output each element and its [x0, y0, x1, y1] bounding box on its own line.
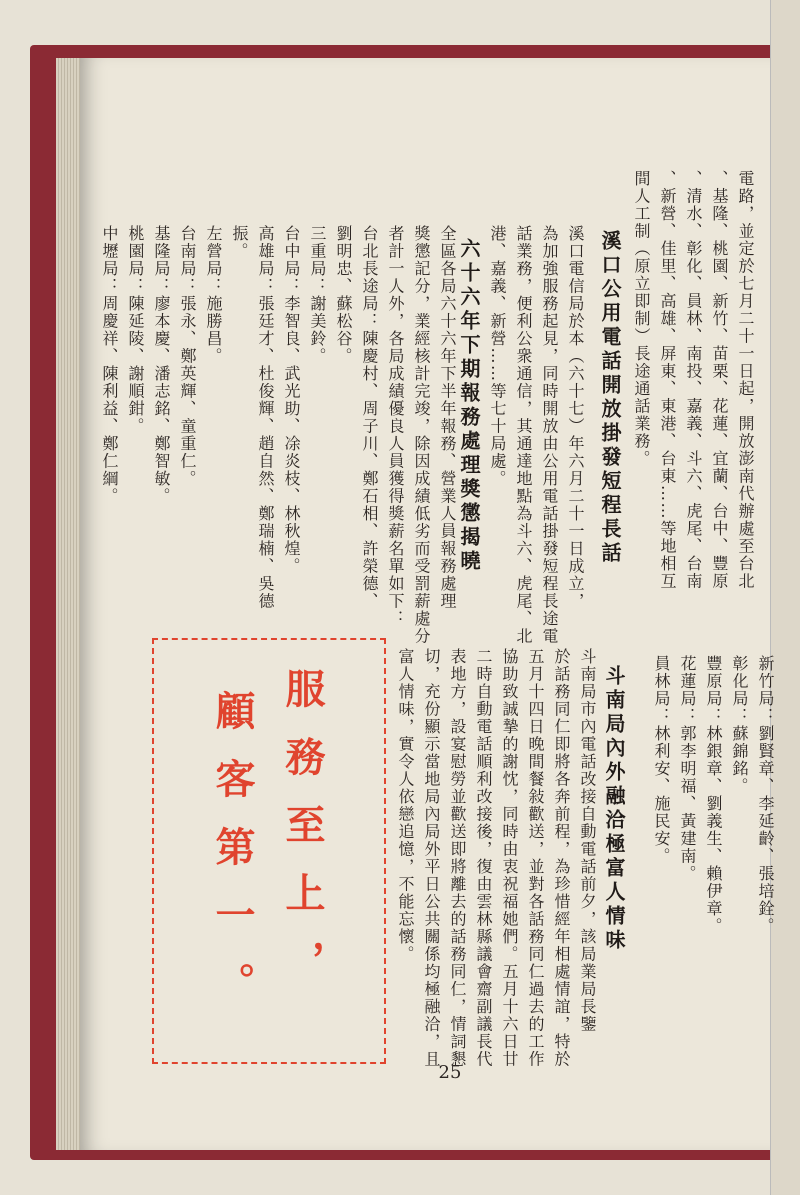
- headline-dounan-bureau: 斗南局內外融洽極富人情味: [602, 665, 626, 953]
- headline-xikou-public-phone: 溪口公用電話開放掛發短程長話: [598, 230, 622, 566]
- facing-page-edge: [770, 0, 800, 1195]
- award-list-continued: 新竹局：劉賢章、李延齡、張培銓。 彰化局：蘇錦銘。 豐原局：林銀章、劉義生、賴伊章。 花蓮局：郭李明福、黃建南。 員林局：林利安、施民安。: [652, 655, 775, 935]
- article-telephone-service-text: 電路，並定於七月二十一日起，開放澎南代辦處至台北 、基隆、桃園、新竹、苗栗、花蓮、宜蘭、台中、豐原 、清水、彰化、員林、南投、嘉義、斗六、虎尾、台南 、新營、佳里、高雄、屏東、東港、台東……等地相互 間人工制（原立即制）長途通話業務。: [632, 170, 755, 590]
- article-award-text: 全區各局六十六年下半年報務、營業人員報務處理 獎懲記分，業經核計完竣，除因成績低劣而受罰薪處分 者計一人外，各局成績優良人員獲得獎薪名單如下： 台北長途局：陳慶村、周子川、鄭石相、許榮德、 劉明忠、蘇松谷。 三重局：謝美鈴。 台中局：李智良、武光助、凃炎枝、林秋煌。 高雄局：張廷才、杜俊輝、趙自然、鄭瑞楠、吳德 振。 左營局：施勝昌。 台南局：張永、鄭英輝、童重仁。 基隆局：廖本慶、潘志銘、鄭智敏。 桃園局：陳延陵、謝順鉗。 中壢局：周慶祥、陳利益、鄭仁綱。: [100, 225, 457, 645]
- headline-award-results: 六十六年下期報務處理獎懲揭曉: [457, 238, 481, 574]
- slogan-line-1: 服務至上，: [279, 668, 326, 1008]
- slogan-box: [152, 638, 386, 1064]
- page-number: 25: [438, 1062, 462, 1083]
- article-xikou-text: 溪口電信局於本（六十七）年六月二十一日成立， 為加強服務起見，同時開放由公用電話掛發短程長途電 話業務，便利公衆通信，其通達地點為斗六、虎尾、北 港、嘉義、新營……等七十局處。: [488, 225, 585, 645]
- slogan-line-2: 顧客第一。: [209, 690, 256, 1030]
- article-dounan-text: 斗南局市內電話改接自動電話前夕，該局業局長鑒 於話務同仁即將各奔前程，為珍惜經年相處情誼，特於 五月十四日晚間餐敍歡送，並對各話務同仁過去的工作 協助致誠摯的謝忱，同時由衷祝福她們。五月十六日廿 二時自動電話順利改接後，復由雲林縣議會齋副議長代 表地方，設宴慰勞並歡送即將離去的話務同仁，情詞懇 切，充份顯示當地局內局外平日公共關係均極融洽，且 富人情味，實令人依戀追憶，不能忘懷。: [396, 648, 597, 1068]
